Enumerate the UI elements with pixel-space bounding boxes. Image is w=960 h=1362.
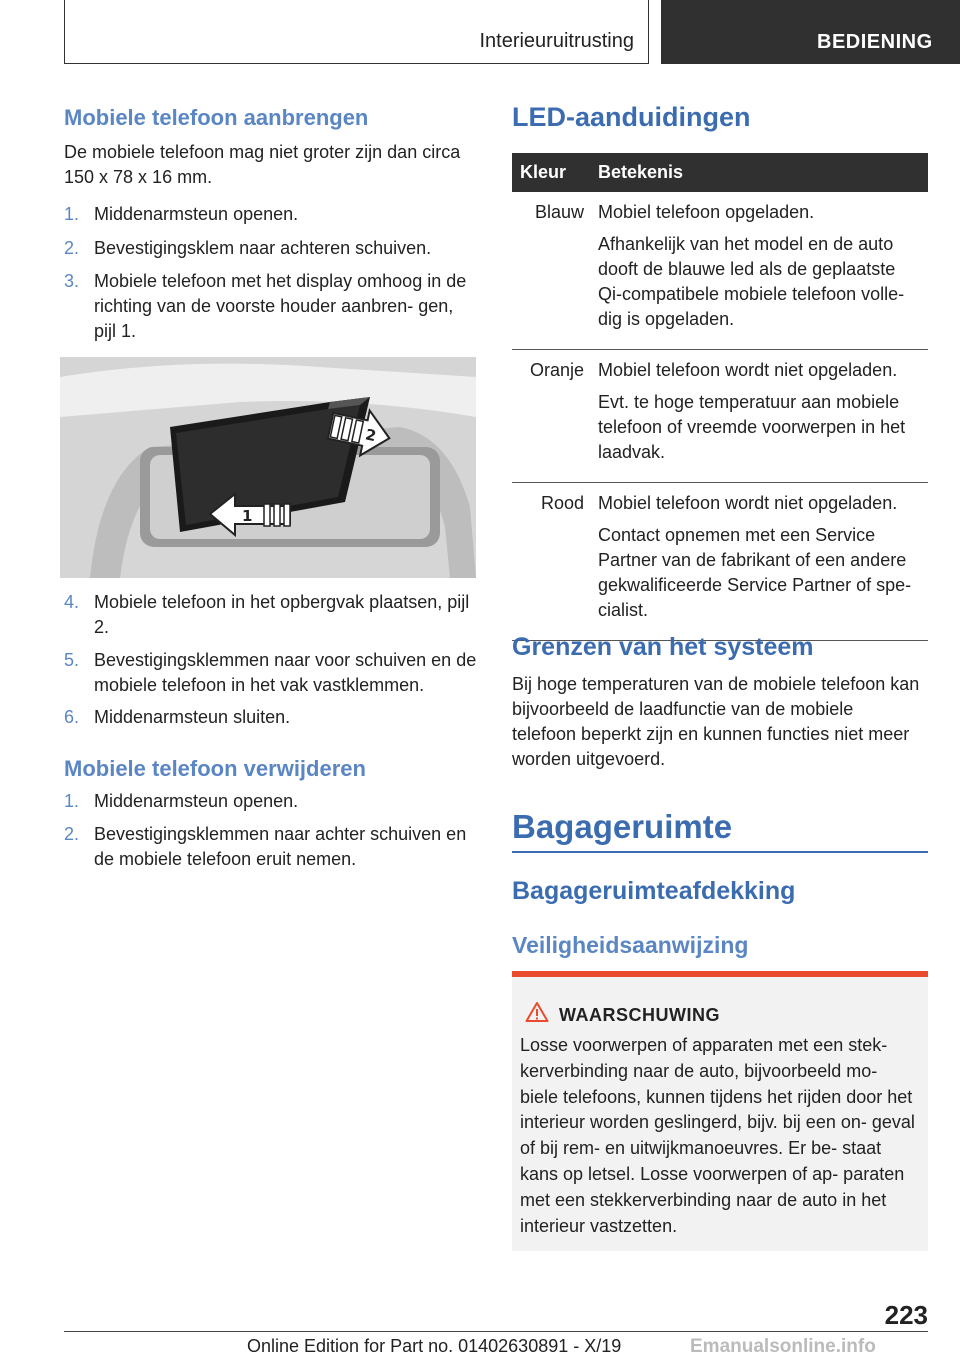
step-text: Middenarmsteun openen. — [94, 791, 299, 811]
step-number: 2. — [64, 824, 80, 844]
step-number: 2. — [64, 238, 80, 258]
watermark: Emanualsonline.info — [690, 1336, 876, 1357]
step-text: Mobiele telefoon in het opbergvak plaatsen, pijl 2. — [94, 592, 470, 637]
footer-rule — [64, 1331, 928, 1332]
step-number: 3. — [64, 271, 80, 291]
table-row — [512, 350, 928, 483]
meaning-line: Mobiel telefoon wordt niet opgeladen. — [598, 493, 898, 513]
mount-step-1 — [64, 202, 476, 227]
meaning-line: Mobiel telefoon opgeladen. — [598, 202, 815, 222]
mount-step-5 — [64, 648, 478, 698]
step-number: 5. — [64, 650, 80, 670]
cargo-title: Bagageruimte — [512, 808, 733, 845]
mount-title: Mobiele telefoon aanbrengen — [64, 105, 369, 130]
step-number: 1. — [64, 204, 80, 224]
mount-intro: De mobiele telefoon mag niet groter zijn dan circa 150 x 78 x 16 mm. — [64, 142, 461, 187]
led-table — [512, 153, 928, 641]
step-text: Middenarmsteun openen. — [94, 204, 299, 224]
led-color: Rood — [512, 483, 590, 641]
led-color: Blauw — [512, 192, 590, 350]
step-text: Bevestigingsklemmen naar achter schuiven en de mobiele telefoon eruit nemen. — [94, 824, 467, 869]
header-color: Kleur — [512, 153, 590, 192]
warning-title: WAARSCHUWING — [559, 1005, 720, 1025]
header-chapter-box — [661, 0, 960, 64]
header-chapter-title: BEDIENING — [817, 31, 933, 53]
led-title: LED-aanduidingen — [512, 102, 751, 132]
table-row — [512, 192, 928, 350]
meaning-line: Afhankelijk van het model en de auto dooft de blauwe led als de geplaatste Qi-compatibele mobiele telefoon volle‐ dig is opgeladen. — [598, 234, 905, 329]
header-meaning: Betekenis — [590, 153, 928, 192]
remove-step-1 — [64, 789, 476, 814]
header-section-title: Interieuruitrusting — [479, 30, 634, 52]
phone-mount-illustration — [60, 357, 476, 578]
cover-title: Bagageruimteafdekking — [512, 877, 796, 905]
warning-box — [512, 971, 928, 1251]
header-section-box — [64, 0, 649, 64]
mount-step-4 — [64, 590, 476, 640]
warning-text: Losse voorwerpen of apparaten met een stek‐ kerverbinding naar de auto, bijvoorbeeld mo‐ biele telefoons, kunnen tijdens het rijden door het interieur worden geslingerd, bijv. bij een on‐ geval of bij rem- en uitwijkmanoeuvres. Er be‐ staat kans op letsel. Losse voorwerpen of ap‐ paraten met een stekkerverbinding naar de auto in het interieur vastzetten. — [520, 1035, 915, 1236]
mount-step-2 — [64, 236, 476, 261]
edition-text: Online Edition for Part no. 01402630891 - X/19 — [247, 1336, 622, 1356]
step-text: Bevestigingsklem naar achteren schuiven. — [94, 238, 432, 258]
step-number: 4. — [64, 592, 80, 612]
arrow-2-label: 2 — [363, 425, 378, 446]
step-text: Mobiele telefoon met het display omhoog in de richting van de voorste houder aanbren‐ gen, pijl 1. — [94, 271, 467, 341]
meaning-line: Contact opnemen met een Service Partner van de fabrikant of een andere gekwalificeerde Service Partner of spe‐ cialist. — [598, 525, 912, 620]
mount-step-3 — [64, 269, 474, 344]
limits-text: Bij hoge temperaturen van de mobiele telefoon kan bijvoorbeeld de laadfunctie van de mobiele telefoon beperkt zijn en kunnen functies niet meer worden uitgevoerd. — [512, 674, 920, 769]
table-row — [512, 483, 928, 641]
remove-step-2 — [64, 822, 469, 872]
safety-title: Veiligheidsaanwijzing — [512, 932, 749, 958]
phone-mount-figure — [60, 357, 476, 578]
meaning-line: Mobiel telefoon wordt niet opgeladen. — [598, 360, 898, 380]
led-meaning — [590, 483, 928, 641]
led-meaning — [590, 350, 928, 483]
step-text: Bevestigingsklemmen naar voor schuiven en de mobiele telefoon in het vak vastklemmen. — [94, 650, 477, 695]
warning-triangle-icon — [525, 1001, 549, 1023]
remove-title: Mobiele telefoon verwijderen — [64, 756, 366, 781]
led-table-header — [512, 153, 928, 192]
limits-title: Grenzen van het systeem — [512, 633, 814, 661]
step-number: 6. — [64, 707, 80, 727]
page-number: 223 — [884, 1300, 928, 1330]
led-meaning — [590, 192, 928, 350]
meaning-line: Evt. te hoge temperatuur aan mobiele telefoon of vreemde voorwerpen in het laadvak. — [598, 392, 906, 462]
step-text: Middenarmsteun sluiten. — [94, 707, 291, 727]
mount-step-6 — [64, 705, 476, 730]
arrow-1-label: 1 — [242, 507, 253, 525]
step-number: 1. — [64, 791, 80, 811]
cargo-title-rule — [512, 851, 928, 853]
led-color: Oranje — [512, 350, 590, 483]
